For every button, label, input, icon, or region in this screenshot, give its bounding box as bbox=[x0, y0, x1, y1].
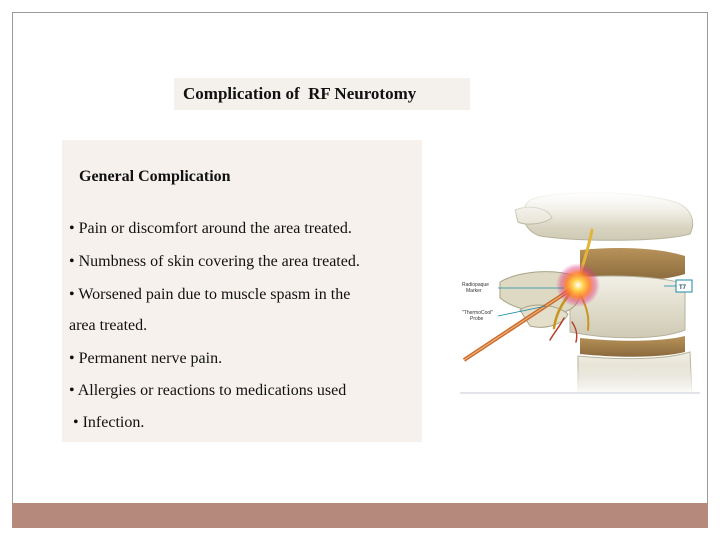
section-heading: General Complication bbox=[79, 168, 231, 185]
bullet-item: • Permanent nerve pain. bbox=[69, 350, 223, 367]
slide-title: Complication of RF Neurotomy bbox=[174, 78, 470, 110]
bullet-item: • Allergies or reactions to medications used bbox=[69, 382, 347, 399]
bullet-item: • Pain or discomfort around the area treated. bbox=[69, 220, 352, 237]
bullet-item: • Infection. bbox=[69, 414, 145, 431]
spine-rf-probe-illustration bbox=[460, 190, 700, 395]
bullet-item: • Worsened pain due to muscle spasm in the bbox=[69, 286, 351, 303]
bullet-item-continuation: area treated. bbox=[69, 317, 148, 334]
content-panel bbox=[62, 140, 422, 442]
bullet-item: • Numbness of skin covering the area treated. bbox=[69, 253, 360, 270]
footer-bar bbox=[12, 503, 708, 528]
